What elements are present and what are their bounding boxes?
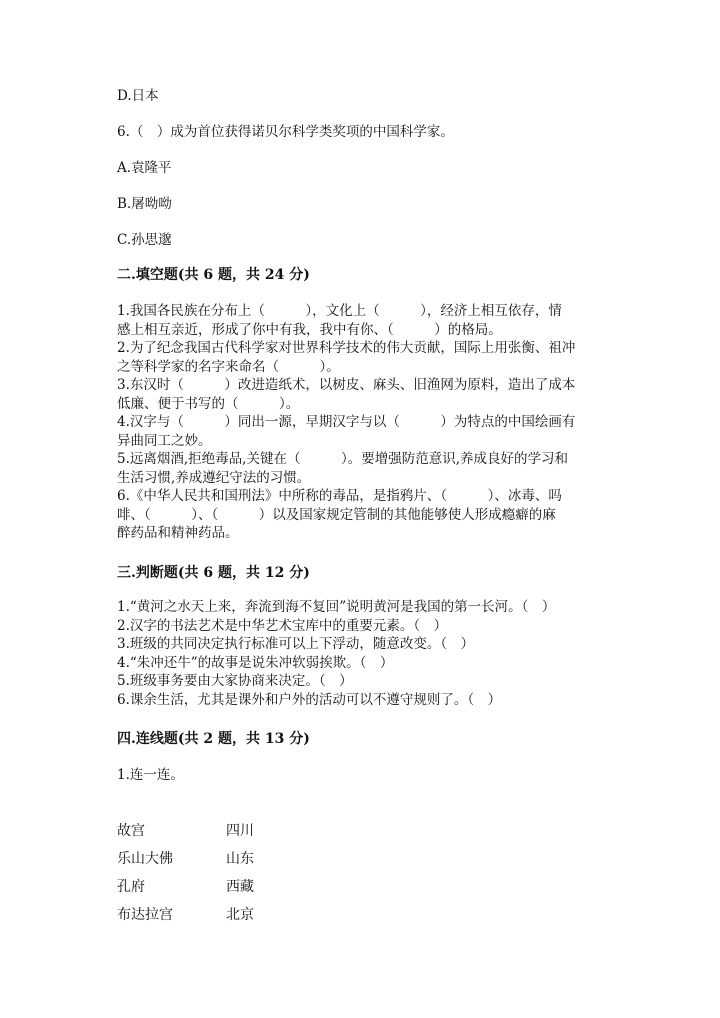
- q6-option-b: B.屠呦呦: [117, 196, 172, 212]
- section-3-title: 三.判断题(共 6 题，共 12 分): [117, 565, 310, 581]
- q6-stem: 6.（ ）成为首位获得诺贝尔科学类奖项的中国科学家。: [117, 124, 454, 140]
- match-right-item: 四川: [226, 823, 254, 839]
- judge-item: 2.汉字的书法艺术是中华艺术宝库中的重要元素。（ ）: [117, 617, 448, 634]
- q5-option-d: D.日本: [117, 88, 159, 104]
- judge-item: 3.班级的共同决定执行标准可以上下浮动，随意改变。（ ）: [117, 636, 475, 652]
- match-right-item: 北京: [226, 907, 254, 923]
- judge-item: 5.班级事务要由大家协商来决定。（ ）: [117, 673, 353, 689]
- fill-line: 4.汉字与（ ）同出一源，早期汉字与以（ ）为特点的中国绘画有: [117, 414, 576, 430]
- fill-line: 之等科学家的名字来命名（ ）。: [117, 358, 340, 375]
- q6-option-c: C.孙思邈: [117, 232, 172, 248]
- fill-line: 感上相互亲近，形成了你中有我，我中有你、（ ）的格局。: [117, 321, 502, 338]
- section-4-title: 四.连线题(共 2 题，共 13 分): [117, 731, 310, 747]
- match-right-item: 山东: [226, 851, 254, 867]
- match-left-item: 乐山大佛: [117, 851, 173, 867]
- judge-item: 4.“朱冲还牛”的故事是说朱冲软弱挨欺。（ ）: [117, 654, 394, 671]
- fill-line: 啡、（ ）、（ ）以及国家规定管制的其他能够使人形成瘾癖的麻: [117, 506, 556, 523]
- match-right-item: 西藏: [226, 879, 254, 895]
- fill-line: 2.为了纪念我国古代科学家对世界科学技术的伟大贡献，国际上用张衡、祖冲: [117, 340, 576, 356]
- match-left-item: 孔府: [117, 879, 145, 895]
- fill-line: 低廉、便于书写的（ ）。: [117, 395, 300, 412]
- fill-line: 异曲同工之妙。: [117, 432, 212, 449]
- fill-line: 3.东汉时（ ）改进造纸术，以树皮、麻头、旧渔网为原料，造出了成本: [117, 377, 576, 393]
- matching-question-stem: 1.连一连。: [117, 767, 184, 783]
- judge-item: 6.课余生活，尤其是课外和户外的活动可以不遵守规则了。（ ）: [117, 691, 502, 708]
- fill-line: 5.远离烟酒,拒绝毒品,关键在（ ）。要增强防范意识,养成良好的学习和: [117, 451, 569, 467]
- match-left-item: 布达拉宫: [117, 907, 173, 923]
- fill-in-questions: [117, 302, 607, 543]
- fill-line: 醉药品和精神药品。: [117, 525, 239, 541]
- fill-line: 6.《中华人民共和国刑法》中所称的毒品，是指鸦片、（ ）、冰毒、吗: [117, 488, 562, 504]
- match-left-item: 故宫: [117, 823, 145, 839]
- q6-option-a: A.袁隆平: [117, 160, 172, 176]
- fill-line: 生活习惯,养成遵纪守法的习惯。: [117, 469, 311, 486]
- judge-item: 1.“黄河之水天上来，奔流到海不复回”说明黄河是我国的第一长河。（ ）: [117, 599, 556, 615]
- section-2-title: 二.填空题(共 6 题，共 24 分): [117, 267, 310, 283]
- fill-line: 1.我国各民族在分布上（ ），文化上（ ），经济上相互依存，情: [117, 303, 562, 319]
- true-false-questions: [117, 598, 607, 709]
